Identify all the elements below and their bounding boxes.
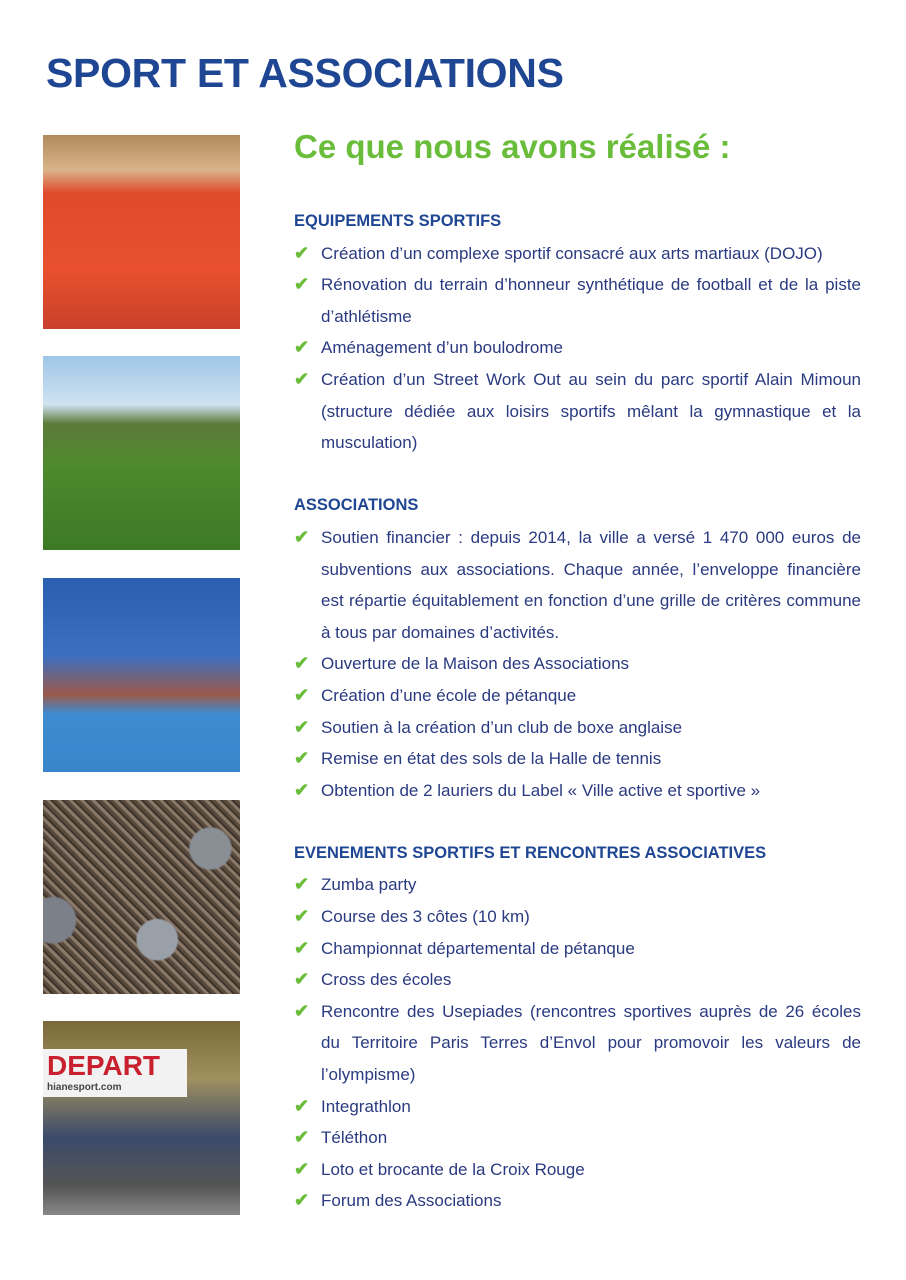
checkmark-icon: ✔	[294, 526, 310, 547]
item-text: Course des 3 côtes (10 km)	[321, 907, 530, 927]
item-text: Ouverture de la Maison des Associations	[321, 654, 630, 674]
checkmark-icon: ✔	[294, 1158, 310, 1179]
list-item	[294, 964, 861, 996]
item-text: Integrathlon	[321, 1096, 411, 1116]
banner-text: DEPART	[47, 1050, 161, 1081]
banner-url: hianesport.com	[47, 1082, 122, 1093]
football-field-photo	[43, 356, 240, 550]
item-text: Cross des écoles	[321, 970, 452, 990]
item-text: Obtention de 2 lauriers du Label « Ville active et sportive »	[321, 780, 761, 800]
dojo-photo	[43, 135, 240, 329]
checkmark-icon: ✔	[294, 242, 310, 263]
item-list	[294, 238, 861, 459]
item-text: Aménagement d’un boulodrome	[321, 338, 563, 358]
race-start-photo	[43, 1021, 240, 1215]
item-text: Remise en état des sols de la Halle de tennis	[321, 749, 662, 769]
item-text: Soutien financier : depuis 2014, la ville a versé 1 470 000 euros de subventions aux associations. Chaque année, l’enveloppe financière est répartie équitablement en fonction d’une grille de critères commune à tous par domaines d’activités.	[321, 527, 861, 642]
page-title: SPORT ET ASSOCIATIONS	[46, 50, 564, 96]
section	[294, 206, 861, 459]
checkmark-icon: ✔	[294, 337, 310, 358]
section-heading: ASSOCIATIONS	[294, 496, 419, 515]
list-item	[294, 1185, 861, 1217]
checkmark-icon: ✔	[294, 906, 310, 927]
item-text: Création d’un Street Work Out au sein du parc sportif Alain Mimoun (structure dédiée aux loisirs sportifs mêlant la gymnastique et la musculation)	[321, 369, 861, 453]
checkmark-icon: ✔	[294, 874, 310, 895]
item-text: Rénovation du terrain d’honneur synthétique de football et de la piste d’athlétisme	[321, 275, 861, 326]
item-text: Téléthon	[321, 1128, 388, 1148]
list-item	[294, 269, 861, 332]
item-text: Forum des Associations	[321, 1191, 502, 1211]
list-item	[294, 933, 861, 965]
list-item	[294, 1154, 861, 1186]
list-item	[294, 364, 861, 459]
checkmark-icon: ✔	[294, 779, 310, 800]
list-item	[294, 775, 861, 807]
item-text: Rencontre des Usepiades (rencontres sportives auprès de 26 écoles du Territoire Paris Terres d’Envol pour promovoir les valeurs de l’olympisme)	[321, 1001, 861, 1085]
list-item	[294, 1091, 861, 1123]
checkmark-icon: ✔	[294, 653, 310, 674]
item-list	[294, 869, 861, 1217]
item-text: Soutien à la création d’un club de boxe anglaise	[321, 717, 683, 737]
list-item	[294, 743, 861, 775]
list-item	[294, 522, 861, 648]
list-item	[294, 901, 861, 933]
depart-banner	[43, 1049, 187, 1097]
checkmark-icon: ✔	[294, 368, 310, 389]
checkmark-icon: ✔	[294, 1095, 310, 1116]
petanque-photo	[43, 800, 240, 994]
item-text: Championnat départemental de pétanque	[321, 938, 635, 958]
item-text: Création d’un complexe sportif consacré aux arts martiaux (DOJO)	[321, 243, 823, 263]
subtitle: Ce que nous avons réalisé :	[294, 128, 731, 165]
checkmark-icon: ✔	[294, 274, 310, 295]
list-item	[294, 332, 861, 364]
checkmark-icon: ✔	[294, 1000, 310, 1021]
checkmark-icon: ✔	[294, 937, 310, 958]
section	[294, 490, 861, 806]
item-text: Création d’une école de pétanque	[321, 685, 577, 705]
item-list	[294, 522, 861, 806]
checkmark-icon: ✔	[294, 1190, 310, 1211]
street-workout-photo	[43, 578, 240, 772]
list-item	[294, 996, 861, 1091]
checkmark-icon: ✔	[294, 716, 310, 737]
list-item	[294, 238, 861, 270]
list-item	[294, 680, 861, 712]
checkmark-icon: ✔	[294, 684, 310, 705]
item-text: Loto et brocante de la Croix Rouge	[321, 1159, 585, 1179]
checkmark-icon: ✔	[294, 748, 310, 769]
section-heading: EVENEMENTS SPORTIFS ET RENCONTRES ASSOCIATIVES	[294, 843, 767, 862]
list-item	[294, 869, 861, 901]
checkmark-icon: ✔	[294, 1127, 310, 1148]
section-heading: EQUIPEMENTS SPORTIFS	[294, 212, 502, 230]
section	[294, 838, 861, 1217]
list-item	[294, 712, 861, 744]
achievements-list	[294, 206, 861, 1249]
list-item	[294, 1122, 861, 1154]
checkmark-icon: ✔	[294, 969, 310, 990]
list-item	[294, 648, 861, 680]
item-text: Zumba party	[321, 875, 417, 895]
